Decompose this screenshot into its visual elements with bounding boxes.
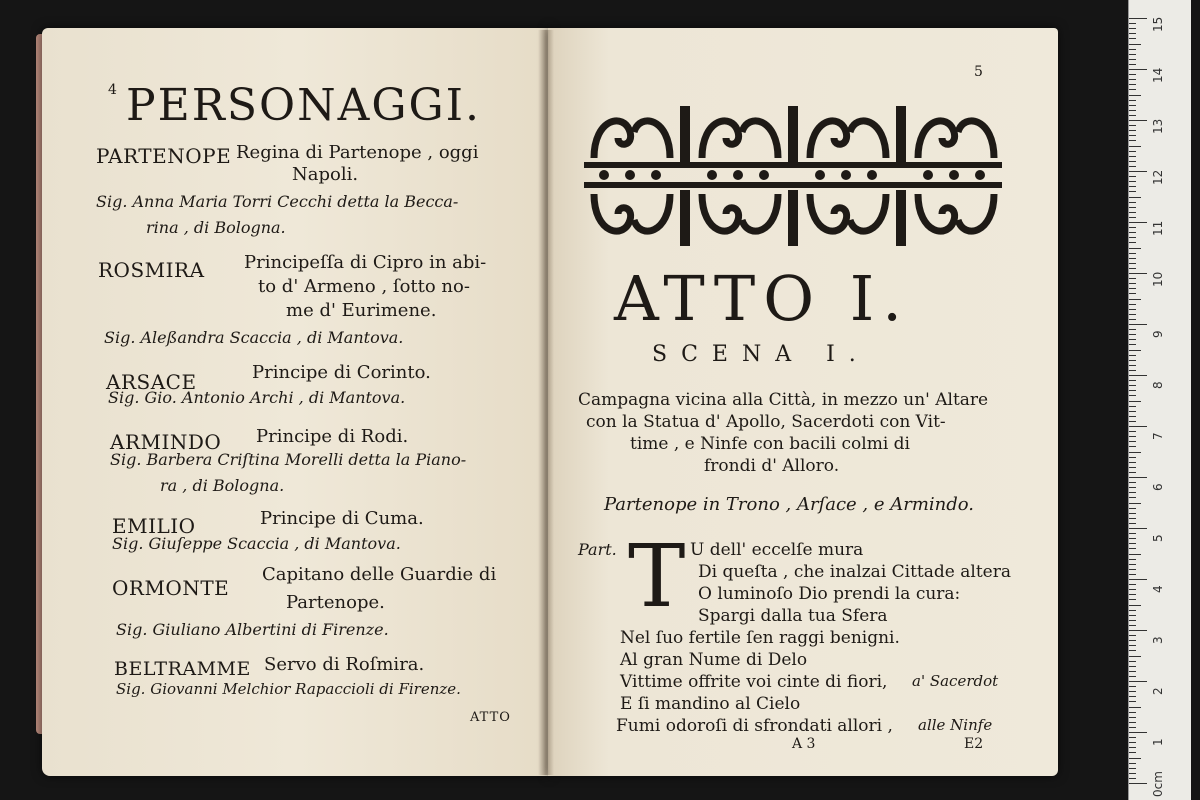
- ruler-tick: [1129, 140, 1136, 141]
- ruler-tick: [1129, 18, 1147, 19]
- ruler-tick: [1129, 89, 1136, 90]
- ruler-tick: [1129, 304, 1136, 305]
- ruler-tick: [1129, 630, 1147, 631]
- ruler-tick: [1129, 309, 1136, 310]
- ruler-tick: [1129, 329, 1136, 330]
- ruler-tick: [1129, 105, 1136, 106]
- ruler-tick: [1129, 125, 1136, 126]
- ruler-tick: [1129, 538, 1136, 539]
- ruler-tick: [1129, 248, 1141, 249]
- ruler-label: 10: [1151, 271, 1165, 287]
- ruler-tick: [1129, 222, 1147, 223]
- ruler-tick: [1129, 467, 1136, 468]
- ruler-tick: [1129, 594, 1136, 595]
- ruler-tick: [1129, 513, 1136, 514]
- ruler-tick: [1129, 28, 1136, 29]
- ruler-tick: [1129, 676, 1136, 677]
- ruler-tick: [1129, 543, 1136, 544]
- ruler-tick: [1129, 492, 1136, 493]
- ruler-tick: [1129, 635, 1136, 636]
- ruler-tick: [1129, 38, 1136, 39]
- ruler-tick: [1129, 176, 1136, 177]
- verse-line: Fumi odoroſi di sfrondati allori ,: [616, 716, 893, 736]
- ruler-tick: [1129, 518, 1136, 519]
- verse-line: E ſi mandino al Cielo: [620, 694, 801, 714]
- ruler-tick: [1129, 686, 1136, 687]
- actor-credit: Sig. Giuliano Albertini di Firenze.: [116, 620, 389, 639]
- ruler-tick: [1129, 472, 1136, 473]
- ruler-tick: [1129, 645, 1136, 646]
- stage-direction-line: time , e Ninfe con bacili colmi di: [630, 434, 910, 454]
- ruler-tick: [1129, 171, 1147, 172]
- ruler-tick: [1129, 344, 1136, 345]
- ruler-tick: [1129, 681, 1147, 682]
- ruler-tick: [1129, 135, 1136, 136]
- ruler-tick: [1129, 528, 1147, 529]
- verse-line: Nel ſuo fertile ſen raggi benigni.: [620, 628, 900, 648]
- ruler-tick: [1129, 390, 1136, 391]
- ruler-tick: [1129, 426, 1147, 427]
- role-desc: Partenope.: [286, 592, 385, 613]
- ruler-tick: [1129, 79, 1136, 80]
- ruler-tick: [1129, 707, 1141, 708]
- ruler-tick: [1129, 712, 1136, 713]
- ruler-tick: [1129, 110, 1136, 111]
- ruler-tick: [1129, 508, 1136, 509]
- role-desc: me d' Eurimene.: [286, 300, 437, 321]
- actor-credit: Sig. Giovanni Melchior Rapaccioli di Firenze.: [116, 680, 461, 698]
- ruler-tick: [1129, 569, 1136, 570]
- measuring-ruler: [1128, 0, 1191, 800]
- ruler-tick: [1129, 360, 1136, 361]
- ruler-tick: [1129, 69, 1147, 70]
- ruler-tick: [1129, 237, 1136, 238]
- ruler-tick: [1129, 559, 1136, 560]
- verse-line: U dell' eccelſe mura: [690, 540, 864, 560]
- ruler-label: 9: [1151, 330, 1165, 338]
- role-desc: Principe di Cuma.: [260, 508, 424, 529]
- ruler-tick: [1129, 156, 1136, 157]
- ruler-tick: [1129, 319, 1136, 320]
- ruler-tick: [1129, 436, 1136, 437]
- role-name-armindo: ARMINDO: [110, 430, 222, 454]
- book-gutter: [538, 30, 554, 775]
- page-number: 5: [974, 64, 983, 80]
- verse-line: Spargi dalla tua Sfera: [698, 606, 888, 626]
- ruler-tick: [1129, 768, 1136, 769]
- ruler-tick: [1129, 431, 1136, 432]
- ruler-tick: [1129, 293, 1136, 294]
- ruler-tick: [1129, 691, 1136, 692]
- role-name-arsace: ARSACE: [106, 370, 197, 394]
- role-desc: Napoli.: [292, 164, 359, 185]
- role-desc: Capitano delle Guardie di: [262, 564, 497, 585]
- ruler-tick: [1129, 773, 1136, 774]
- ruler-tick: [1129, 263, 1136, 264]
- header-mark: 4: [108, 82, 117, 98]
- ruler-tick: [1129, 661, 1136, 662]
- ruler-tick: [1129, 33, 1136, 34]
- ruler-tick: [1129, 217, 1136, 218]
- ruler-tick: [1129, 701, 1136, 702]
- ruler-tick: [1129, 268, 1136, 269]
- ruler-tick: [1129, 278, 1136, 279]
- ruler-tick: [1129, 482, 1136, 483]
- ruler-tick: [1129, 579, 1147, 580]
- ruler-tick: [1129, 452, 1141, 453]
- ruler-tick: [1129, 650, 1136, 651]
- ruler-tick: [1129, 207, 1136, 208]
- ruler-tick: [1129, 778, 1136, 779]
- ruler-tick: [1129, 477, 1147, 478]
- ruler-tick: [1129, 666, 1136, 667]
- ruler-label: 4: [1151, 585, 1165, 593]
- ruler-tick: [1129, 181, 1136, 182]
- ruler-tick: [1129, 273, 1147, 274]
- ruler-tick: [1129, 758, 1141, 759]
- verse-line: Di queſta , che inalzai Cittade altera: [698, 562, 1011, 582]
- ruler-tick: [1129, 401, 1141, 402]
- ruler-tick: [1129, 564, 1136, 565]
- ruler-tick: [1129, 574, 1136, 575]
- ruler-tick: [1129, 503, 1141, 504]
- role-name-partenope: PARTENOPE: [96, 144, 232, 168]
- ruler-tick: [1129, 615, 1136, 616]
- ruler-tick: [1129, 202, 1136, 203]
- ruler-tick: [1129, 523, 1136, 524]
- role-name-rosmira: ROSMIRA: [98, 258, 205, 282]
- role-name-ormonte: ORMONTE: [112, 576, 230, 600]
- ruler-tick: [1129, 161, 1136, 162]
- stage-direction-line: Campagna vicina alla Città, in mezzo un' Altare: [578, 390, 989, 410]
- ruler-label: 7: [1151, 432, 1165, 440]
- signature-mark: A 3: [792, 736, 816, 752]
- drop-cap: T: [628, 527, 686, 627]
- ruler-tick: [1129, 446, 1136, 447]
- ruler-tick: [1129, 146, 1141, 147]
- ruler-label: 5: [1151, 534, 1165, 542]
- ruler-tick: [1129, 334, 1136, 335]
- actor-credit: Sig. Giuſeppe Scaccia , di Mantova.: [112, 534, 401, 553]
- role-desc: Servo di Roſmira.: [264, 654, 425, 675]
- ruler-tick: [1129, 350, 1141, 351]
- ruler-tick: [1129, 299, 1141, 300]
- characters-on-stage: Partenope in Trono , Arſace , e Armindo.: [604, 494, 975, 515]
- actor-credit: Sig. Barbera Criſtina Morelli detta la Piano-: [110, 450, 467, 469]
- ruler-tick: [1129, 406, 1136, 407]
- ruler-tick: [1129, 462, 1136, 463]
- ruler-tick: [1129, 288, 1136, 289]
- ruler-tick: [1129, 324, 1147, 325]
- actor-credit: Sig. Aleßandra Scaccia , di Mantova.: [104, 328, 404, 347]
- role-desc: Principe di Corinto.: [252, 362, 431, 383]
- role-desc: Regina di Partenope , oggi: [236, 142, 479, 163]
- ruler-label: 3: [1151, 636, 1165, 644]
- stage-direction-line: frondi d' Alloro.: [704, 456, 840, 476]
- ruler-tick: [1129, 95, 1141, 96]
- ruler-label: 0cm: [1151, 771, 1165, 797]
- ruler-tick: [1129, 120, 1147, 121]
- ruler-tick: [1129, 191, 1136, 192]
- ruler-tick: [1129, 548, 1136, 549]
- ruler-tick: [1129, 722, 1136, 723]
- ruler-tick: [1129, 253, 1136, 254]
- side-note: a' Sacerdot: [912, 672, 999, 690]
- actor-credit: Sig. Gio. Antonio Archi , di Mantova.: [108, 388, 406, 407]
- ruler-tick: [1129, 355, 1136, 356]
- ruler-label: 13: [1151, 118, 1165, 134]
- ruler-tick: [1129, 656, 1141, 657]
- ruler-label: 12: [1151, 169, 1165, 185]
- ruler-tick: [1129, 283, 1136, 284]
- ruler-tick: [1129, 732, 1147, 733]
- ruler-label: 2: [1151, 687, 1165, 695]
- verse-line: Al gran Nume di Delo: [620, 650, 808, 670]
- catchword: ATTO: [470, 710, 511, 725]
- ruler-tick: [1129, 54, 1136, 55]
- actor-credit: Sig. Anna Maria Torri Cecchi detta la Becca-: [96, 192, 459, 211]
- role-desc: Principe di Rodi.: [256, 426, 409, 447]
- role-desc: Principeſſa di Cipro in abi-: [244, 252, 487, 273]
- ruler-tick: [1129, 671, 1136, 672]
- ruler-tick: [1129, 610, 1136, 611]
- ruler-label: 11: [1151, 220, 1165, 236]
- ruler-tick: [1129, 23, 1136, 24]
- ruler-tick: [1129, 115, 1136, 116]
- speaker-label: Part.: [578, 540, 617, 559]
- ruler-tick: [1129, 696, 1136, 697]
- ruler-tick: [1129, 186, 1136, 187]
- ruler-tick: [1129, 385, 1136, 386]
- ruler-tick: [1129, 49, 1136, 50]
- ruler-tick: [1129, 197, 1141, 198]
- ruler-tick: [1129, 380, 1136, 381]
- act-title: ATTO I.: [614, 262, 910, 335]
- ruler-tick: [1129, 375, 1147, 376]
- ruler-tick: [1129, 625, 1136, 626]
- role-desc: to d' Armeno , ſotto no-: [258, 276, 470, 297]
- ornamental-headpiece: [584, 98, 1002, 250]
- ruler-tick: [1129, 84, 1136, 85]
- actor-credit: rina , di Bologna.: [146, 218, 286, 237]
- ruler-tick: [1129, 752, 1136, 753]
- ruler-tick: [1129, 232, 1136, 233]
- ruler-tick: [1129, 100, 1136, 101]
- ruler-tick: [1129, 416, 1136, 417]
- ruler-tick: [1129, 554, 1141, 555]
- ruler-tick: [1129, 370, 1136, 371]
- ruler-tick: [1129, 717, 1136, 718]
- side-note: alle Ninfe: [918, 716, 993, 734]
- ruler-tick: [1129, 533, 1136, 534]
- ruler-tick: [1129, 74, 1136, 75]
- ruler-tick: [1129, 742, 1136, 743]
- ruler-tick: [1129, 605, 1141, 606]
- ruler-tick: [1129, 130, 1136, 131]
- ruler-tick: [1129, 640, 1136, 641]
- ruler-tick: [1129, 747, 1136, 748]
- ruler-tick: [1129, 620, 1136, 621]
- stage-direction-line: con la Statua d' Apollo, Sacerdoti con Vit-: [586, 412, 946, 432]
- ruler-tick: [1129, 783, 1147, 784]
- ruler-tick: [1129, 151, 1136, 152]
- role-name-beltramme: BELTRAMME: [114, 658, 251, 680]
- ruler-label: 15: [1151, 16, 1165, 32]
- ruler-label: 8: [1151, 381, 1165, 389]
- verse-line: Vittime offrite voi cinte di fiori,: [620, 672, 888, 692]
- ruler-tick: [1129, 737, 1136, 738]
- ruler-tick: [1129, 589, 1136, 590]
- ruler-tick: [1129, 727, 1136, 728]
- verse-line: O luminoſo Dio prendi la cura:: [698, 584, 961, 604]
- ruler-label: 6: [1151, 483, 1165, 491]
- actor-credit: ra , di Bologna.: [160, 476, 285, 495]
- ruler-tick: [1129, 242, 1136, 243]
- ruler-label: 1: [1151, 738, 1165, 746]
- ruler-tick: [1129, 584, 1136, 585]
- ruler-tick: [1129, 314, 1136, 315]
- ruler-tick: [1129, 64, 1136, 65]
- ruler-tick: [1129, 487, 1136, 488]
- ruler-tick: [1129, 365, 1136, 366]
- ruler-tick: [1129, 599, 1136, 600]
- ruler-tick: [1129, 497, 1136, 498]
- ruler-label: 14: [1151, 67, 1165, 83]
- ruler-tick: [1129, 457, 1136, 458]
- ruler-tick: [1129, 421, 1136, 422]
- ruler-tick: [1129, 763, 1136, 764]
- scene-title: SCENA I.: [652, 342, 870, 367]
- ruler-tick: [1129, 166, 1136, 167]
- ruler-tick: [1129, 258, 1136, 259]
- signature-mark-right: E2: [964, 736, 984, 752]
- ruler-tick: [1129, 44, 1141, 45]
- role-name-emilio: EMILIO: [112, 514, 196, 538]
- ruler-tick: [1129, 227, 1136, 228]
- ruler-tick: [1129, 411, 1136, 412]
- ruler-tick: [1129, 59, 1136, 60]
- ruler-tick: [1129, 339, 1136, 340]
- ruler-tick: [1129, 212, 1136, 213]
- ruler-tick: [1129, 441, 1136, 442]
- page-title: PERSONAGGI.: [126, 80, 482, 131]
- ruler-tick: [1129, 395, 1136, 396]
